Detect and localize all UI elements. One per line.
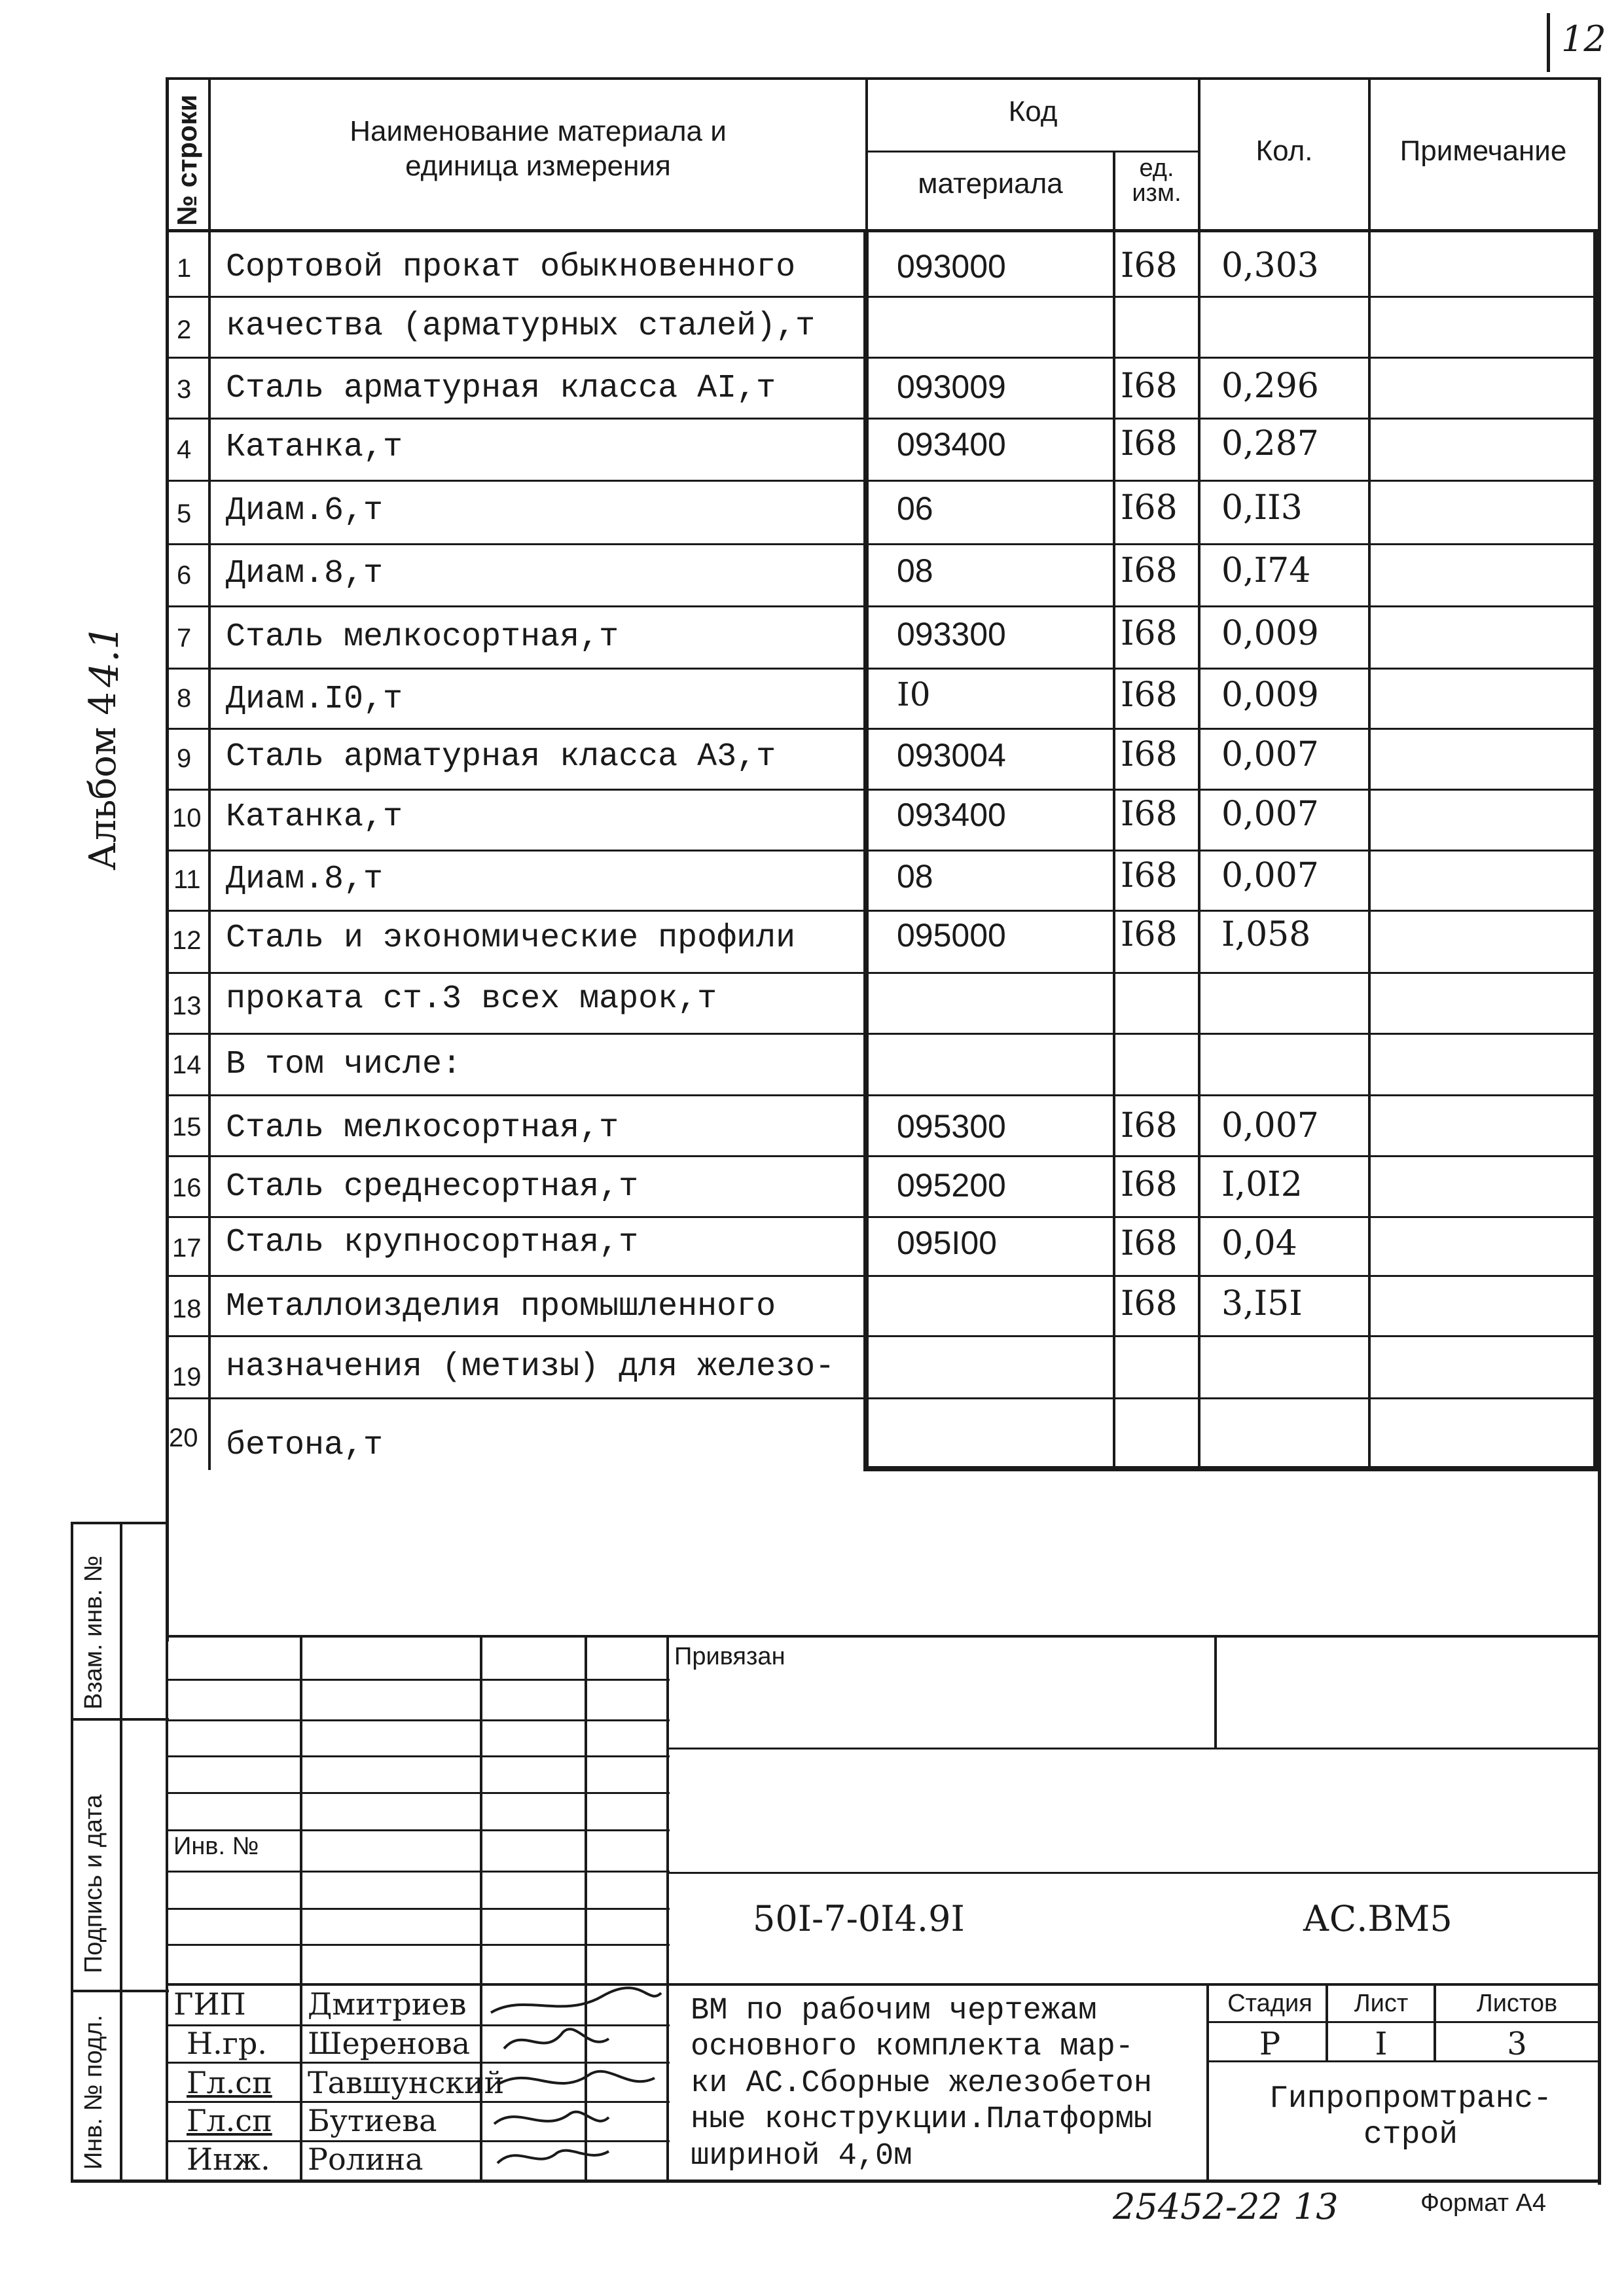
tb-row-line xyxy=(166,1983,1600,1986)
footer-format: Формат А4 xyxy=(1420,2189,1547,2217)
quantity: 0,I74 xyxy=(1221,551,1311,590)
quantity: 0,296 xyxy=(1221,367,1319,406)
stamp-vzam-inv: Взам. инв. № xyxy=(80,1555,107,1710)
row-line xyxy=(166,543,1598,545)
row-number: 1 xyxy=(177,254,192,283)
row-line xyxy=(166,850,1598,852)
quantity: 0,II3 xyxy=(1221,488,1303,528)
row-number: 6 xyxy=(177,561,192,590)
col-sep-qty xyxy=(1368,77,1371,1470)
col-sep-unit xyxy=(1198,77,1200,1470)
material-name: проката ст.3 всех марок,т xyxy=(226,980,717,1018)
header-qty: Кол. xyxy=(1255,135,1313,167)
row-line xyxy=(166,1397,1598,1399)
row-number: 7 xyxy=(177,624,192,653)
material-name: назначения (метизы) для железо- xyxy=(226,1348,835,1386)
material-name: Диам.8,т xyxy=(226,861,384,898)
unit-code: I68 xyxy=(1121,424,1178,463)
doc-title: ВМ по рабочим чертежам основного комплекта мар- ки АС.Сборные железобетон ные конструкции.Платформы шириной 4,0м xyxy=(691,1994,1153,2174)
quantity: 3,I5I xyxy=(1221,1284,1303,1323)
row-line xyxy=(166,1033,1598,1035)
material-code: 08 xyxy=(897,858,933,895)
quantity: 0,009 xyxy=(1221,614,1319,653)
sheet-label: Лист xyxy=(1354,1990,1409,2017)
quantity: 0,303 xyxy=(1221,246,1319,285)
tb-stage-col1 xyxy=(1326,1983,1328,2062)
tb-row-line xyxy=(166,1679,670,1681)
material-code: 095200 xyxy=(897,1167,1006,1204)
quantity: 0,007 xyxy=(1221,1106,1319,1145)
material-code: 095I00 xyxy=(897,1225,997,1261)
tb-row-line xyxy=(166,1755,670,1757)
stamp-podpis-data: Подпись и дата xyxy=(80,1794,107,1973)
row-line xyxy=(166,1216,1598,1218)
quantity: 0,007 xyxy=(1221,795,1319,834)
material-name: бетона,т xyxy=(226,1427,384,1464)
signatures-image xyxy=(484,1986,668,2179)
header-code-material: материала xyxy=(918,168,1063,200)
staff-name: Тавшунский xyxy=(308,2065,505,2100)
row-number: 9 xyxy=(177,744,192,773)
row-number: 11 xyxy=(173,865,201,894)
material-code: 08 xyxy=(897,552,933,589)
staff-name: Дмитриев xyxy=(308,1986,467,2022)
unit-code: I68 xyxy=(1121,675,1178,715)
unit-code: I68 xyxy=(1121,1224,1178,1263)
staff-role: Инж. xyxy=(187,2142,270,2177)
material-name: Сталь и экономические профили xyxy=(226,920,796,957)
unit-code: I68 xyxy=(1121,488,1178,528)
material-name: Сталь арматурная класса АI,т xyxy=(226,370,776,407)
stamp-sep1 xyxy=(71,1718,169,1721)
unit-code: I68 xyxy=(1121,735,1178,774)
staff-name: Шеренова xyxy=(308,2026,471,2061)
org-name: Гипропромтранс- строй xyxy=(1269,2081,1553,2153)
row-line xyxy=(166,1275,1598,1277)
staff-name: Бутиева xyxy=(308,2103,437,2138)
tb-row-line xyxy=(166,1944,670,1946)
sheets-value: 3 xyxy=(1507,2026,1527,2062)
stamp-top xyxy=(71,1522,169,1524)
unit-code: I68 xyxy=(1121,551,1178,590)
row-line xyxy=(166,910,1598,912)
material-name: Сталь крупносортная,т xyxy=(226,1224,639,1261)
tb-row-line xyxy=(166,1829,670,1831)
inv-no-label: Инв. № xyxy=(173,1833,259,1860)
material-code: I0 xyxy=(897,675,931,713)
tb-privyazan-bottom xyxy=(666,1748,1600,1749)
unit-code: I68 xyxy=(1121,856,1178,895)
material-name: Диам.I0,т xyxy=(226,681,403,718)
material-code: 093004 xyxy=(897,737,1006,774)
sheets-label: Листов xyxy=(1476,1990,1558,2017)
row-number: 5 xyxy=(177,499,192,528)
material-name: Металлоизделия промышленного xyxy=(226,1288,776,1325)
tb-stage-col2 xyxy=(1434,1983,1436,2062)
row-line xyxy=(166,357,1598,359)
tb-row-line xyxy=(166,1719,670,1721)
col-sep-code xyxy=(1113,151,1115,1470)
stage-label: Стадия xyxy=(1227,1990,1312,2017)
staff-name: Ролина xyxy=(308,2142,424,2177)
unit-code: I68 xyxy=(1121,795,1178,834)
material-name: Катанка,т xyxy=(226,798,403,836)
tb-row-line xyxy=(166,1908,670,1910)
col-sep-rowno xyxy=(208,77,211,1470)
row-line xyxy=(166,605,1598,607)
stamp-outer-left xyxy=(71,1522,73,2183)
row-number: 10 xyxy=(172,804,202,833)
row-number: 16 xyxy=(172,1174,202,1202)
header-code-unit: ед. изм. xyxy=(1132,154,1182,207)
material-code: 093400 xyxy=(897,426,1006,463)
row-line xyxy=(166,1155,1598,1157)
row-number: 15 xyxy=(172,1113,202,1141)
material-name: Диам.8,т xyxy=(226,555,384,592)
quantity: 0,009 xyxy=(1221,675,1319,715)
unit-code: I68 xyxy=(1121,1106,1178,1145)
material-name: Катанка,т xyxy=(226,429,403,466)
tb-stage-header-line xyxy=(1206,2021,1599,2023)
material-code: 093009 xyxy=(897,368,1006,405)
row-line xyxy=(166,972,1598,974)
tb-privyazan-sep xyxy=(1214,1635,1217,1748)
material-code: 093300 xyxy=(897,616,1006,653)
doc-code: 50I-7-0I4.9I xyxy=(753,1898,965,1939)
stamp-sep2 xyxy=(71,1990,169,1992)
row-line xyxy=(166,1094,1598,1096)
material-name: Диам.6,т xyxy=(226,492,384,529)
quantity: I,0I2 xyxy=(1221,1165,1303,1204)
album-handwritten: 4.1 xyxy=(82,624,128,687)
header-name: Наименование материала и единица измерения xyxy=(350,115,727,182)
row-line xyxy=(166,480,1598,482)
row-line xyxy=(166,728,1598,730)
quantity: 0,007 xyxy=(1221,735,1319,774)
material-name: Сталь мелкосортная,т xyxy=(226,1109,619,1147)
sheet-number-handwritten: 12 xyxy=(1561,18,1606,60)
unit-code: I68 xyxy=(1121,246,1178,285)
quantity: I,058 xyxy=(1221,915,1311,954)
row-number: 8 xyxy=(177,684,192,713)
row-line xyxy=(166,296,1598,298)
row-number: 3 xyxy=(177,375,192,404)
footer-handwritten-number: 25452-22 13 xyxy=(1113,2186,1339,2227)
quantity: 0,007 xyxy=(1221,856,1319,895)
sheet-value: I xyxy=(1375,2026,1388,2062)
row-number: 12 xyxy=(172,926,202,955)
corner-mark xyxy=(1547,13,1550,72)
header-bottom-line xyxy=(166,229,1600,232)
table-left-border xyxy=(166,77,169,1641)
material-name: Сталь мелкосортная,т xyxy=(226,619,619,656)
unit-code: I68 xyxy=(1121,1284,1178,1323)
material-name: Сталь среднесортная,т xyxy=(226,1168,639,1206)
row-number: 13 xyxy=(172,992,202,1020)
row-line xyxy=(166,789,1598,791)
doc-mark: АС.ВМ5 xyxy=(1303,1898,1453,1939)
row-number: 14 xyxy=(172,1050,202,1079)
privyazan-label: Привязан xyxy=(674,1643,785,1670)
stage-value: Р xyxy=(1259,2026,1281,2062)
material-code: 093000 xyxy=(897,248,1006,285)
material-name: В том числе: xyxy=(226,1046,462,1083)
row-number: 4 xyxy=(177,435,192,464)
staff-role: ГИП xyxy=(173,1986,246,2022)
staff-role: Гл.сп xyxy=(187,2065,272,2100)
unit-code: I68 xyxy=(1121,915,1178,954)
unit-code: I68 xyxy=(1121,614,1178,653)
quantity: 0,287 xyxy=(1221,424,1319,463)
material-code: 095000 xyxy=(897,917,1006,954)
row-line xyxy=(166,1335,1598,1337)
header-note: Примечание xyxy=(1399,135,1567,167)
row-line xyxy=(166,418,1598,420)
row-number: 17 xyxy=(172,1234,202,1263)
album-label: Альбом 4 xyxy=(82,692,124,870)
tb-doccode-top xyxy=(666,1872,1600,1874)
material-code: 093400 xyxy=(897,797,1006,833)
stamp-inner-line xyxy=(120,1522,122,2183)
tb-title-sep xyxy=(1206,1983,1209,2179)
unit-code: I68 xyxy=(1121,1165,1178,1204)
material-name: качества (арматурных сталей),т xyxy=(226,308,816,345)
bold-bottom xyxy=(863,1466,1598,1471)
material-name: Сортовой прокат обыкновенного xyxy=(226,249,796,286)
table-top-border xyxy=(166,77,1600,80)
stamp-inv-podl: Инв. № подл. xyxy=(80,2015,107,2170)
staff-role: Н.гр. xyxy=(187,2026,267,2061)
staff-role: Гл.сп xyxy=(187,2103,272,2138)
material-code: 095300 xyxy=(897,1108,1006,1145)
row-number: 2 xyxy=(177,315,192,344)
row-number: 19 xyxy=(172,1363,202,1391)
tb-top xyxy=(166,1635,1600,1638)
quantity: 0,04 xyxy=(1221,1224,1297,1263)
tb-row-line xyxy=(166,1871,670,1873)
material-name: Сталь арматурная класса А3,т xyxy=(226,738,776,776)
header-row-no: № строки xyxy=(171,94,202,226)
row-number: 20 xyxy=(169,1424,198,1452)
header-code: Код xyxy=(1008,96,1058,128)
code-subheader-line xyxy=(865,151,1198,152)
unit-code: I68 xyxy=(1121,367,1178,406)
material-code: 06 xyxy=(897,490,933,527)
row-line xyxy=(166,668,1598,670)
row-number: 18 xyxy=(172,1295,202,1323)
tb-row-line xyxy=(166,1792,670,1794)
